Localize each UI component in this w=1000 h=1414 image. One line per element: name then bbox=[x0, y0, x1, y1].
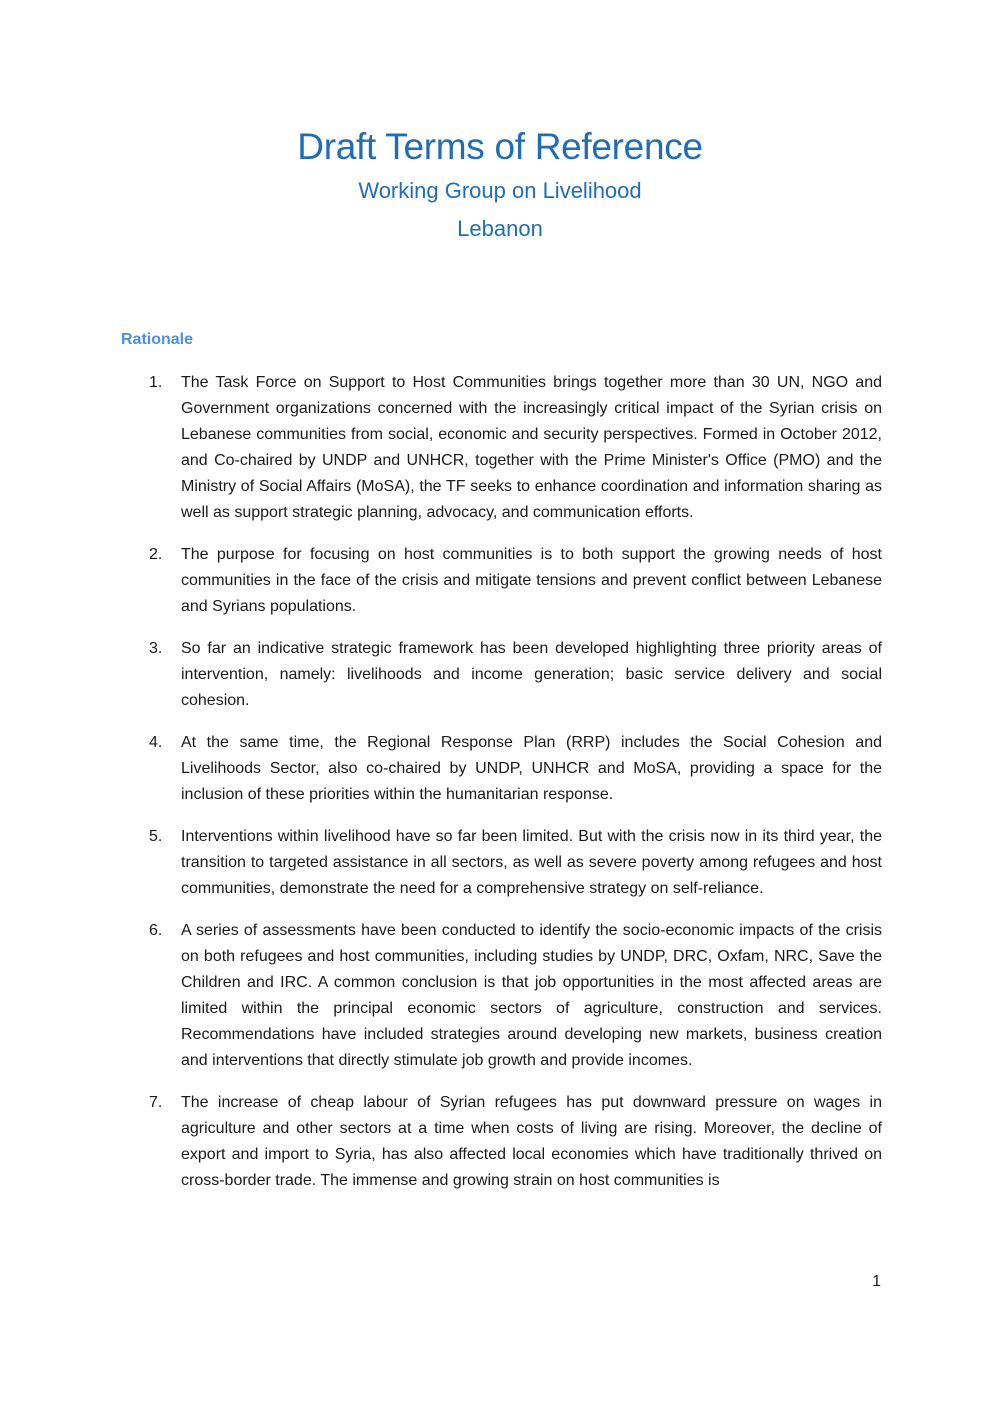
list-item-text: The Task Force on Support to Host Communities brings together more than 30 UN, NGO and Government organizations concerned with the increasingly critical impact of the Syrian crisis on Lebanese communities from social, economic and security perspectives. Formed in October 2012, and Co-chaired by UNDP and UNHCR, together with the Prime Minister's Office (PMO) and the Ministry of Social Affairs (MoSA), the TF seeks to enhance coordination and information sharing as well as support strategic planning, advocacy, and communication efforts. bbox=[181, 374, 882, 521]
list-item-text: So far an indicative strategic framework has been developed highlighting three priority areas of intervention, namely: livelihoods and income generation; basic service delivery and social cohesion. bbox=[181, 640, 882, 709]
list-item bbox=[149, 636, 882, 714]
list-item-text: Interventions within livelihood have so far been limited. But with the crisis now in its third year, the transition to targeted assistance in all sectors, as well as severe poverty among refugees and host communities, demonstrate the need for a comprehensive strategy on self-reliance. bbox=[181, 828, 882, 897]
list-item-number: 3. bbox=[149, 640, 163, 657]
list-item bbox=[149, 730, 882, 808]
list-item-number: 1. bbox=[149, 374, 163, 391]
list-item-number: 6. bbox=[149, 922, 163, 939]
title-block bbox=[0, 122, 1000, 248]
list-item-text: At the same time, the Regional Response Plan (RRP) includes the Social Cohesion and Livelihoods Sector, also co-chaired by UNDP, UNHCR and MoSA, providing a space for the inclusion of these priorities within the humanitarian response. bbox=[181, 734, 882, 803]
page-number: 1 bbox=[872, 1273, 881, 1290]
section-heading-rationale: Rationale bbox=[121, 331, 194, 348]
list-item-number: 4. bbox=[149, 734, 163, 751]
list-item-number: 7. bbox=[149, 1094, 163, 1111]
document-title: Draft Terms of Reference bbox=[297, 126, 703, 167]
document-location: Lebanon bbox=[457, 216, 543, 241]
list-item-number: 2. bbox=[149, 546, 163, 563]
list-item-text: The increase of cheap labour of Syrian refugees has put downward pressure on wages in agriculture and other sectors at a time when costs of living are rising. Moreover, the decline of export and import to Syria, has also affected local economies which have traditionally thrived on cross-border trade. The immense and growing strain on host communities is bbox=[181, 1094, 882, 1189]
list-item-text: The purpose for focusing on host communities is to both support the growing needs of host communities in the face of the crisis and mitigate tensions and prevent conflict between Lebanese and Syrians populations. bbox=[181, 546, 882, 615]
list-item bbox=[149, 1090, 882, 1194]
list-item bbox=[149, 370, 882, 526]
list-item-number: 5. bbox=[149, 828, 163, 845]
list-item bbox=[149, 542, 882, 620]
rationale-list bbox=[149, 370, 882, 1210]
list-item bbox=[149, 918, 882, 1074]
list-item-text: A series of assessments have been conducted to identify the socio-economic impacts of the crisis on both refugees and host communities, including studies by UNDP, DRC, Oxfam, NRC, Save the Children and IRC. A common conclusion is that job opportunities in the most affected areas are limited within the principal economic sectors of agriculture, construction and services. Recommendations have included strategies around developing new markets, business creation and interventions that directly stimulate job growth and provide incomes. bbox=[181, 922, 882, 1069]
document-subtitle: Working Group on Livelihood bbox=[358, 178, 642, 203]
list-item bbox=[149, 824, 882, 902]
